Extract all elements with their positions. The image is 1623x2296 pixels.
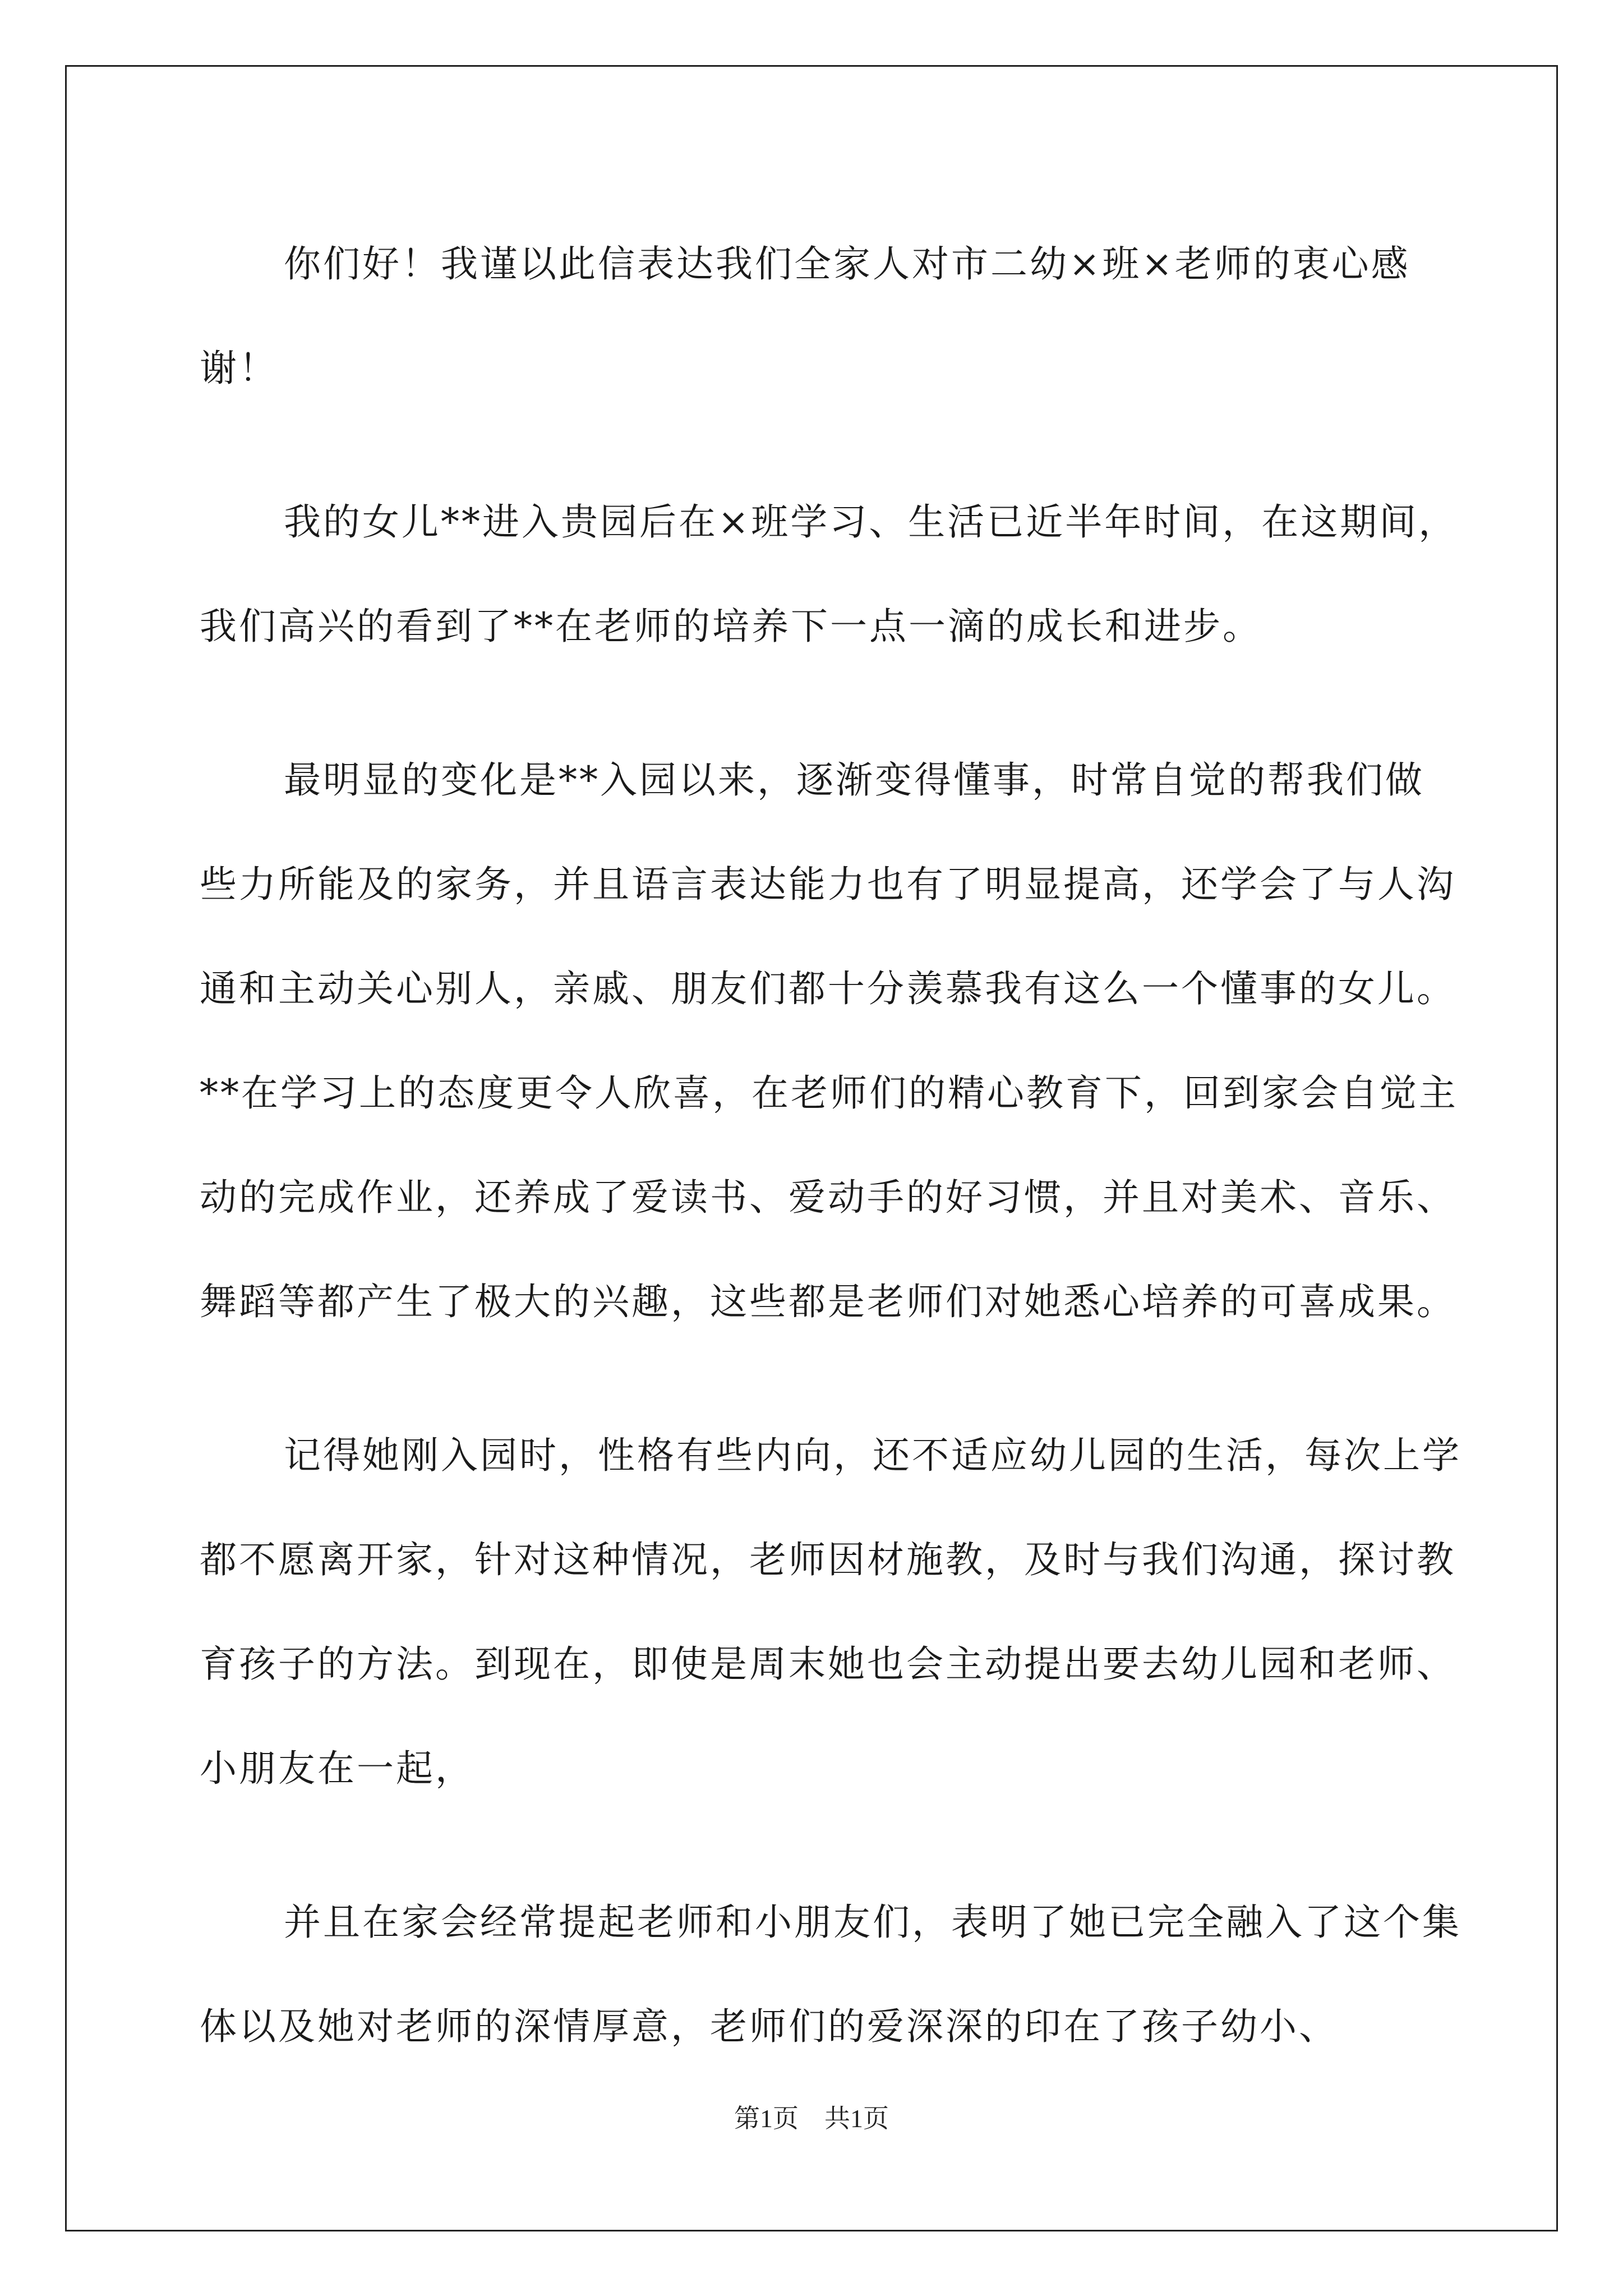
page-number: 第1页 共1页	[734, 2104, 889, 2133]
paragraph-progress: 我的女儿**进入贵园后在×班学习、生活已近半年时间，在这期间，我们高兴的看到了**在老师的培养下一点一滴的成长和进步。	[200, 500, 1458, 648]
paragraph-memories: 记得她刚入园时，性格有些内向，还不适应幼儿园的生活，每次上学都不愿离开家，针对这种情况，老师因材施教，及时与我们沟通，探讨教育孩子的方法。到现在，即使是周末她也会主动提出要去幼儿园和老师、小朋友在一起，	[200, 1434, 1461, 1790]
paragraph-greeting: 你们好！我谨以此信表达我们全家人对市二幼×班×老师的衷心感谢！	[200, 242, 1410, 390]
paragraph-affection: 并且在家会经常提起老师和小朋友们，表明了她已完全融入了这个集体以及她对老师的深情厚意，老师们的爱深深的印在了孩子幼小、	[200, 1901, 1461, 2048]
letter-body	[200, 212, 1461, 2128]
paragraph-changes: 最明显的变化是**入园以来，逐渐变得懂事，时常自觉的帮我们做些力所能及的家务，并且语言表达能力也有了明显提高，还学会了与人沟通和主动关心别人，亲戚、朋友们都十分羡慕我有这么一个懂事的女儿。**在学习上的态度更令人欣喜，在老师们的精心教育下，回到家会自觉主动的完成作业，还养成了爱读书、爱动手的好习惯，并且对美术、音乐、舞蹈等都产生了极大的兴趣，这些都是老师们对她悉心培养的可喜成果。	[200, 758, 1458, 1323]
